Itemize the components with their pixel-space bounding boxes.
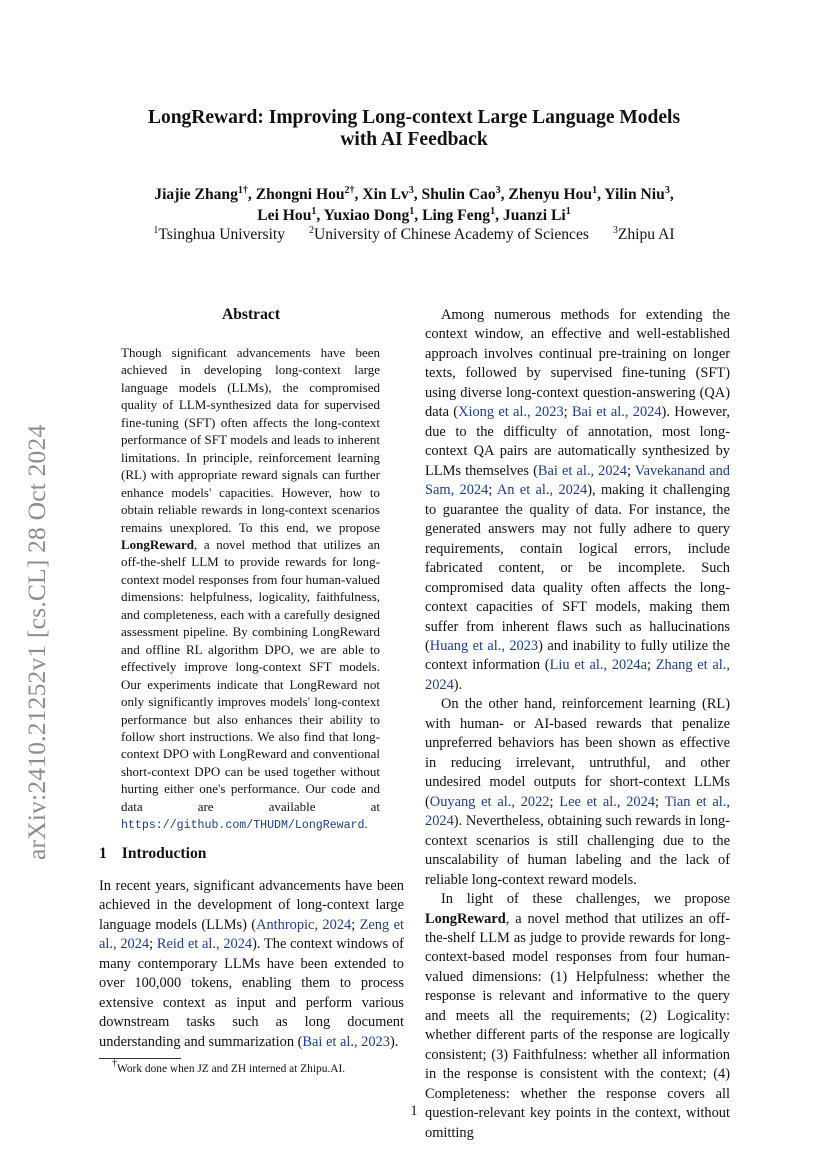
author-affil-mark: 3 <box>408 185 414 196</box>
paragraph: In light of these challenges, we propose LongReward, a novel method that utilizes an off-the-shelf LLM as judge to provide rewards for long-context-based model responses from four human-valued dimensions: (1) Helpfulness: whether the response is relevant and informative to the query and meets all the requirements; (2) Logicality: whether different parts of the response are logically consistent; (3) Faithfulness: whether all information in the response is consistent with the context; (4) Completeness: whether the response covers all question-relevant key points in the context, without omitting <box>425 891 730 1141</box>
footnote-mark: † <box>112 1058 117 1069</box>
citation-link[interactable]: Zeng et al., 2024 <box>99 916 404 953</box>
author-affil-mark: 3 <box>664 185 670 196</box>
author-line-1: Jiajie Zhang$^{1\dagger}$, Zhongni Hou$^{2\dagger}$, Xin Lv$^3$, Shulin Cao$^3$, Zhenyu Hou$^1$, Yilin Niu$^3$, <box>154 185 674 203</box>
author-affil-mark: 3 <box>495 185 501 196</box>
affiliation: $^3$Zhipu AI <box>612 225 675 243</box>
author-affil-mark: 1 <box>490 206 496 217</box>
section-number: 1 <box>99 845 107 862</box>
author-name: Zhongni Hou <box>255 186 345 203</box>
title-line-2: with AI Feedback <box>340 129 488 150</box>
right-column <box>425 306 730 1143</box>
citation-link[interactable]: Huang et al., 2023 <box>429 637 539 654</box>
citation-link[interactable]: Tian et al., 2024 <box>425 793 730 830</box>
citation-link[interactable]: Bai et al., 2023 <box>302 1033 390 1050</box>
page-number: 1 <box>410 1103 418 1119</box>
intro-paragraph: In recent years, significant advancements have been achieved in the development of long-context large language models (LLMs) (Anthropic, 2024; Zeng et al., 2024; Reid et al., 2024). The context windows of many contemporary LLMs have been extended to over 100,000 tokens, enabling them to process extensive context as input and perform various downstream tasks such as long document understanding and summarization (Bai et al., 2023). <box>99 878 404 1050</box>
section-heading <box>99 845 206 863</box>
author-affil-mark: 1 <box>311 206 317 217</box>
citation-link[interactable]: Vavekanand and Sam, 2024 <box>425 462 730 499</box>
author-name: Yilin Niu <box>604 186 665 203</box>
citation-link[interactable]: Reid et al., 2024 <box>156 936 253 953</box>
citation-link[interactable]: Zhang et al., 2024 <box>425 657 730 693</box>
author-affil-mark: 1 <box>409 206 415 217</box>
citation-link[interactable]: Ouyang et al., 2022 <box>429 793 550 810</box>
author-name: Jiajie Zhang <box>154 186 238 203</box>
author-affil-mark: 2† <box>344 185 355 196</box>
citation-link[interactable]: Bai et al., 2024 <box>537 462 627 479</box>
affiliation: $^2$University of Chinese Academy of Sciences <box>308 225 589 243</box>
paragraph: On the other hand, reinforcement learning (RL) with human- or AI-based rewards that penalize unpreferred behaviors has been shown as effective in reducing irrelevant, untruthful, and other undesired model outputs for short-context LLMs (Ouyang et al., 2022; Lee et al., 2024; Tian et al., 2024). Nevertheless, obtaining such rewards in long-context scenarios is still challenging due to the unscalability of human labeling and the lack of reliable long-context reward models. <box>425 696 730 888</box>
citation-link[interactable]: Anthropic, 2024 <box>256 916 352 933</box>
author-name: Lei Hou <box>257 207 312 224</box>
citation-link[interactable]: Lee et al., 2024 <box>559 793 656 810</box>
paragraph: Among numerous methods for extending the context window, an effective and well-established approach involves continual pre-training on longer texts, followed by supervised fine-tuning (SFT) using diverse long-context question-answering (QA) data (Xiong et al., 2023; Bai et al., 2024). However, due to the difficulty of annotation, most long-context QA pairs are automatically synthesized by LLMs themselves (Bai et al., 2024; Vavekanand and Sam, 2024; An et al., 2024), making it challenging to guarantee the quality of data. For instance, the generated answers may not fully adhere to query requirements, contain logical errors, include fabricated content, or be incomplete. Such compromised data quality often affects the long-context capacities of SFT models, making them suffer from inherent flaws such as hallucinations (Huang et al., 2023) and inability to fully utilize the context information (Liu et al., 2024a; Zhang et al., 2024). <box>425 307 730 693</box>
citation-link[interactable]: Bai et al., 2024 <box>571 404 662 421</box>
citation-link[interactable]: An et al., 2024 <box>496 482 588 499</box>
author-name: Ling Feng <box>422 207 491 224</box>
method-name: LongReward <box>121 536 194 552</box>
code-link[interactable]: https://github.com/THUDM/LongReward <box>121 819 365 833</box>
author-name: Zhenyu Hou <box>508 186 593 203</box>
affiliations <box>80 225 748 245</box>
author-name: Juanzi Li <box>502 207 566 224</box>
author-affil-mark: 1 <box>592 185 598 196</box>
footnote-text: Work done when JZ and ZH interned at Zhipu.AI. <box>117 1063 346 1075</box>
author-list <box>80 184 748 226</box>
abstract-body: Though significant advancements have been achieved in developing long-context large language models (LLMs), the compromised quality of LLM-synthesized data for supervised fine-tuning (SFT) often affects the long-context performance of SFT models and leads to inherent limitations. In principle, reinforcement learning (RL) with appropriate reward signals can further enhance models' capacities. However, how to obtain reliable rewards in long-context scenarios remains unexplored. To this end, we propose LongReward, a novel method that utilizes an off-the-shelf LLM to provide rewards for long-context model responses from four human-valued dimensions: helpfulness, logicality, faithfulness, and completeness, each with a carefully designed assessment pipeline. By combining LongReward and offline RL algorithm DPO, we are able to effectively improve long-context SFT models. Our experiments indicate that LongReward not only significantly improves models' long-context performance but also enhances their ability to follow short instructions. We also find that long-context DPO with LongReward and conventional short-context DPO can be used together without hurting either one's performance. Our code and data are available at https://github.com/THUDM/LongReward. <box>121 345 380 833</box>
author-name: Xin Lv <box>362 186 409 203</box>
author-name: Yuxiao Dong <box>323 207 410 224</box>
abstract-heading: Abstract <box>221 306 281 323</box>
author-name: Shulin Cao <box>421 186 496 203</box>
author-line-2: Lei Hou$^1$, Yuxiao Dong$^1$, Ling Feng$^1$, Juanzi Li$^1$ <box>257 206 571 224</box>
section-title: Introduction <box>121 845 207 862</box>
paper-title <box>100 107 728 151</box>
method-name: LongReward <box>425 910 506 927</box>
arxiv-identifier: arXiv:2410.21252v1 [cs.CL] 28 Oct 2024 <box>22 424 51 860</box>
title-line-1: LongReward: Improving Long-context Large Language Models <box>147 107 681 128</box>
affiliation: $^1$Tsinghua University <box>153 225 286 243</box>
citation-link[interactable]: Xiong et al., 2023 <box>458 404 564 421</box>
citation-link[interactable]: Liu et al., 2024a <box>549 657 647 674</box>
author-affil-mark: 1 <box>565 206 571 217</box>
footnote <box>112 1058 346 1076</box>
author-affil-mark: 1† <box>237 185 248 196</box>
